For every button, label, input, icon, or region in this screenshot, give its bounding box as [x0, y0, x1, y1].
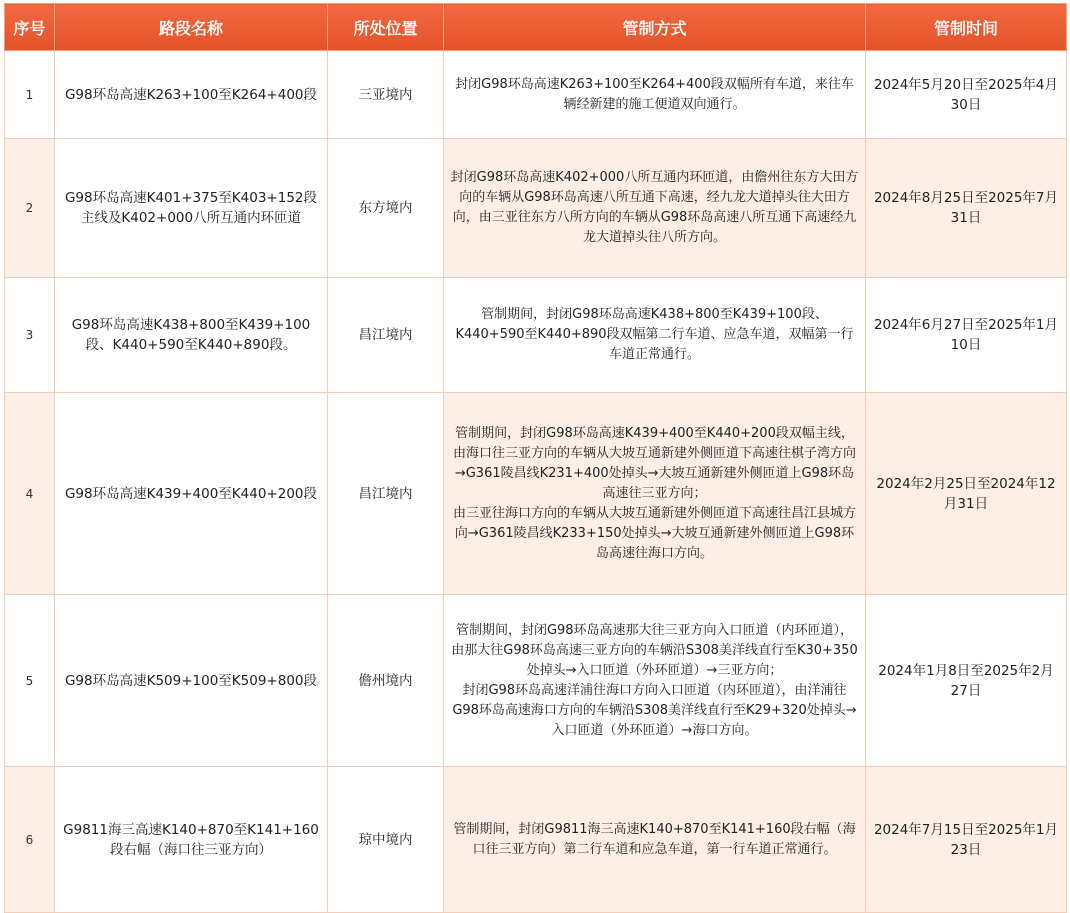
header-control-method: 管制方式 [444, 4, 866, 51]
row-control-method [444, 393, 866, 595]
row-control-method [444, 51, 866, 139]
method-paragraph: 封闭G98环岛高速K402+000八所互通内环匝道，由儋州往东方大田方向的车辆从G98环岛高速八所互通下高速，经九龙大道掉头往大田方向，由三亚往东方八所方向的车辆从G98环岛高速八所互通下高速经九龙大道掉头往八所方向。 [450, 170, 859, 245]
header-location: 所处位置 [328, 4, 444, 51]
row-road-name: G98环岛高速K401+375至K403+152段主线及K402+000八所互通内环匝道 [55, 139, 328, 278]
row-index: 2 [5, 139, 55, 278]
row-control-time: 2024年7月15日至2025年1月23日 [866, 767, 1067, 913]
row-location: 昌江境内 [328, 278, 444, 393]
row-control-time: 2024年6月27日至2025年1月10日 [866, 278, 1067, 393]
row-control-method [444, 278, 866, 393]
row-road-name: G98环岛高速K263+100至K264+400段 [55, 51, 328, 139]
row-location: 儋州境内 [328, 595, 444, 767]
method-paragraph: 管制期间，封闭G9811海三高速K140+870至K141+160段右幅（海口往三亚方向）第二行车道和应急车道，第一行车道正常通行。 [453, 821, 856, 857]
row-control-time: 2024年1月8日至2025年2月27日 [866, 595, 1067, 767]
table-row [5, 767, 1067, 913]
row-road-name: G98环岛高速K439+400至K440+200段 [55, 393, 328, 595]
row-control-method [444, 595, 866, 767]
row-index: 4 [5, 393, 55, 595]
table-row [5, 393, 1067, 595]
table-row [5, 278, 1067, 393]
row-control-time: 2024年8月25日至2025年7月31日 [866, 139, 1067, 278]
row-index: 3 [5, 278, 55, 393]
method-paragraph: 封闭G98环岛高速K263+100至K264+400段双幅所有车道，来往车辆经新建的施工便道双向通行。 [455, 76, 854, 112]
method-paragraph: 管制期间，封闭G98环岛高速K438+800至K439+100段、K440+590至K440+890段双幅第二行车道、应急车道，双幅第一行车道正常通行。 [455, 307, 854, 362]
header-control-time: 管制时间 [866, 4, 1067, 51]
table-row [5, 51, 1067, 139]
row-road-name: G98环岛高速K438+800至K439+100段、K440+590至K440+890段。 [55, 278, 328, 393]
row-location: 昌江境内 [328, 393, 444, 595]
traffic-control-table [4, 3, 1067, 913]
row-location: 东方境内 [328, 139, 444, 278]
method-paragraph: 管制期间，封闭G98环岛高速K439+400至K440+200段双幅主线，由海口往三亚方向的车辆从大坡互通新建外侧匝道下高速往棋子湾方向→G361陵昌线K231+400处掉头→大坡互通新建外侧匝道上G98环岛高速往三亚方向； [452, 425, 856, 501]
row-index: 1 [5, 51, 55, 139]
method-paragraph: 由三亚往海口方向的车辆从大坡互通新建外侧匝道下高速往昌江县城方向→G361陵昌线K233+150处掉头→大坡互通新建外侧匝道上G98环岛高速往海口方向。 [452, 505, 856, 561]
row-location: 琼中境内 [328, 767, 444, 913]
header-index: 序号 [5, 4, 55, 51]
row-control-method [444, 767, 866, 913]
row-index: 6 [5, 767, 55, 913]
table-row [5, 595, 1067, 767]
row-location: 三亚境内 [328, 51, 444, 139]
row-control-method [444, 139, 866, 278]
header-row [5, 4, 1067, 51]
row-road-name: G9811海三高速K140+870至K141+160段右幅（海口往三亚方向） [55, 767, 328, 913]
method-paragraph: 管制期间，封闭G98环岛高速那大往三亚方向入口匝道（内环匝道），由那大往G98环岛高速三亚方向的车辆沿S308美洋线直行至K30+350处掉头→入口匝道（外环匝道）→三亚方向； [451, 622, 858, 678]
row-control-time: 2024年2月25日至2024年12月31日 [866, 393, 1067, 595]
header-road-name: 路段名称 [55, 4, 328, 51]
row-index: 5 [5, 595, 55, 767]
row-road-name: G98环岛高速K509+100至K509+800段 [55, 595, 328, 767]
table-row [5, 139, 1067, 278]
method-paragraph: 封闭G98环岛高速洋浦往海口方向入口匝道（内环匝道），由洋浦往G98环岛高速海口方向的车辆沿S308美洋线直行至K29+320处掉头→入口匝道（外环匝道）→海口方向。 [452, 682, 857, 738]
row-control-time: 2024年5月20日至2025年4月30日 [866, 51, 1067, 139]
